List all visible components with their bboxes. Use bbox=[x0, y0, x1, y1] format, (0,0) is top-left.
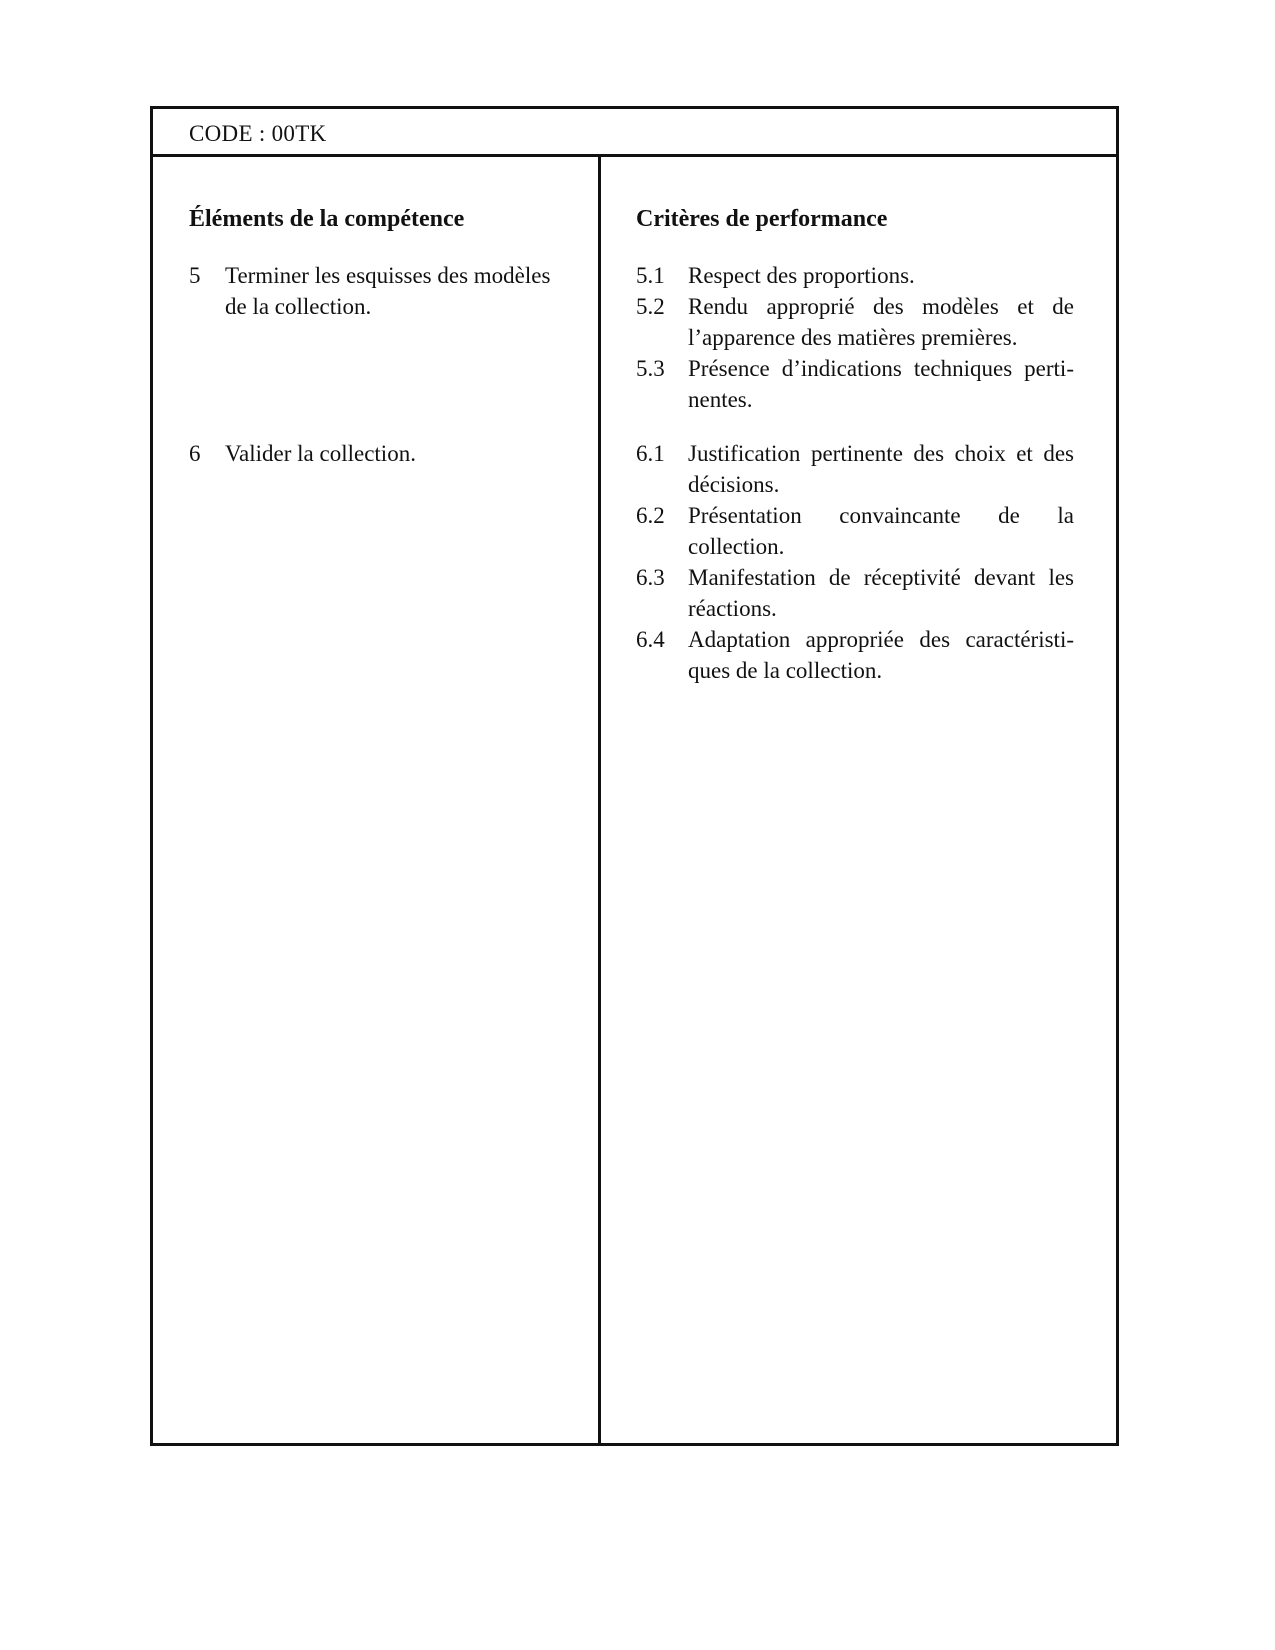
criterion-text: Adaptation appropriée des caractéristi-ques de la collection. bbox=[688, 627, 1074, 683]
criterion-number: 6.3 bbox=[636, 565, 665, 590]
elements-heading: Éléments de la compétence bbox=[189, 206, 465, 232]
criterion-number: 5.3 bbox=[636, 356, 665, 381]
element-number: 6 bbox=[189, 441, 201, 466]
criterion-item bbox=[636, 291, 1074, 353]
criterion-number: 5.2 bbox=[636, 294, 665, 319]
element-item bbox=[189, 438, 559, 469]
criteria-group bbox=[636, 438, 1074, 686]
criteria-group bbox=[636, 260, 1074, 415]
element-item bbox=[189, 260, 559, 322]
criterion-item bbox=[636, 438, 1074, 500]
criteria-column bbox=[601, 154, 1116, 1443]
criterion-item bbox=[636, 353, 1074, 415]
criterion-text: Manifestation de réceptivité devant les réactions. bbox=[688, 565, 1074, 621]
code-row bbox=[153, 109, 1116, 157]
code-label: CODE : 00TK bbox=[189, 121, 327, 146]
element-number: 5 bbox=[189, 263, 201, 288]
criterion-text: Respect des proportions. bbox=[688, 263, 915, 288]
criterion-item bbox=[636, 500, 1074, 562]
criterion-text: Présence d’indications techniques perti-nentes. bbox=[688, 356, 1074, 412]
criterion-number: 6.2 bbox=[636, 503, 665, 528]
criterion-number: 6.4 bbox=[636, 627, 665, 652]
element-text: Valider la collection. bbox=[225, 441, 416, 466]
elements-column bbox=[153, 154, 598, 1443]
criterion-number: 5.1 bbox=[636, 263, 665, 288]
criterion-number: 6.1 bbox=[636, 441, 665, 466]
criterion-item bbox=[636, 260, 1074, 291]
criteria-heading: Critères de performance bbox=[636, 206, 888, 232]
element-text: Terminer les esquisses des modèles de la collection. bbox=[225, 263, 551, 319]
criterion-text: Justification pertinente des choix et des décisions. bbox=[688, 441, 1074, 497]
competency-table bbox=[150, 106, 1119, 1446]
criterion-text: Rendu approprié des modèles et de l’apparence des matières premières. bbox=[688, 294, 1074, 350]
criterion-text: Présentation convaincante de la collection. bbox=[688, 503, 1074, 559]
criterion-item bbox=[636, 562, 1074, 624]
criterion-item bbox=[636, 624, 1074, 686]
